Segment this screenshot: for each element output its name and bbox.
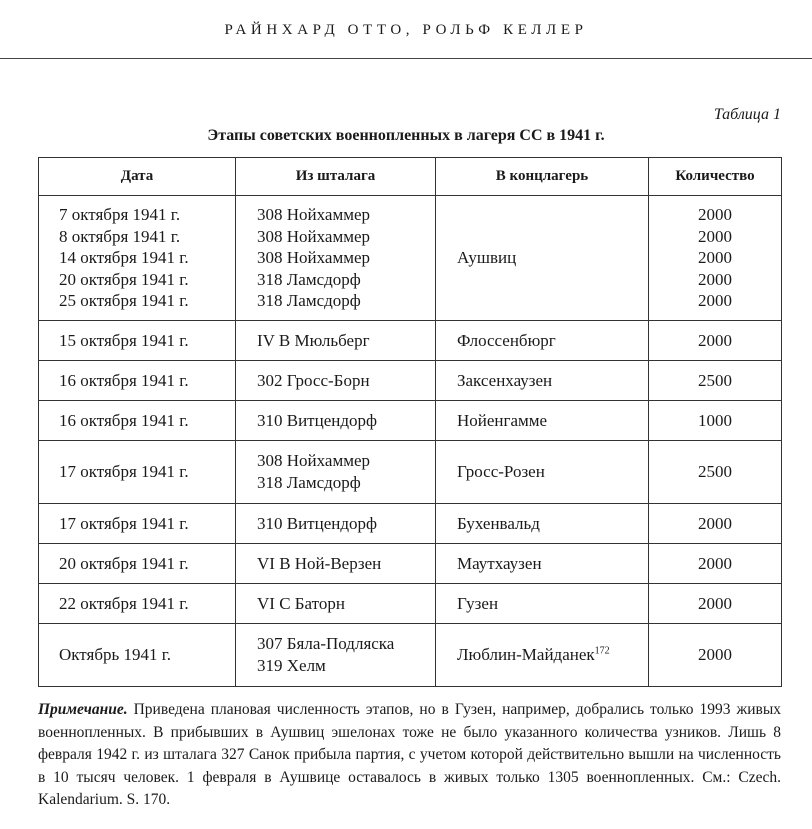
column-header-date: Дата (39, 158, 236, 196)
date-line: 8 октября 1941 г. (59, 226, 181, 246)
quantity-line: 2000 (698, 291, 732, 311)
cell-date: Октябрь 1941 г. (39, 624, 236, 687)
cell-to-camp: Аушвиц (436, 196, 649, 321)
table-header-row (39, 158, 782, 196)
cell-quantity: 2000 (649, 321, 782, 361)
data-table (38, 157, 782, 687)
note-text: Приведена плановая численность этапов, но в Гузен, например, добрались только 1993 живых военнопленных. В прибывших в Аушвиц эшелонах тоже не было указанного количества узников. Лишь 8 февраля 1942 г. из шталага 327 Санок прибыла партия, с учетом которой действительно вышли на численность в 10 тысяч человек. 1 февраля в Аушвице оставалось в живых только 1305 военнопленных. См.: Czech. Kalendarium. S. 170. (38, 701, 781, 808)
quantity-line: 2000 (698, 205, 732, 225)
cell-to-camp: Флоссенбюрг (436, 321, 649, 361)
cell-quantity: 2000 (649, 584, 782, 624)
cell-date: 16 октября 1941 г. (39, 361, 236, 401)
cell-quantity: 1000 (649, 401, 782, 441)
cell-quantity: 2000 (649, 624, 782, 687)
table-row (39, 361, 782, 401)
column-header-quantity: Количество (649, 158, 782, 196)
cell-quantity (649, 196, 782, 321)
date-line: 7 октября 1941 г. (59, 205, 181, 225)
table-title: Этапы советских военнопленных в лагеря СС в 1941 г. (207, 127, 605, 144)
stalag-line: 318 Ламсдорф (257, 269, 361, 289)
date-line: 25 октября 1941 г. (59, 291, 189, 311)
cell-from-stalag: IV В Мюльберг (236, 321, 436, 361)
cell-from-stalag: VI В Ной-Верзен (236, 544, 436, 584)
footnote-ref: 172 (594, 645, 610, 657)
stalag-line: 308 Нойхаммер (257, 205, 371, 225)
table-row (39, 196, 782, 321)
table-row (39, 504, 782, 544)
cell-date: 15 октября 1941 г. (39, 321, 236, 361)
cell-date: 17 октября 1941 г. (39, 441, 236, 504)
note-label: Примечание. (38, 701, 128, 718)
table-row (39, 584, 782, 624)
stalag-line: 308 Нойхаммер (257, 248, 371, 268)
cell-date: 20 октября 1941 г. (39, 544, 236, 584)
cell-to-camp: Нойенгамме (436, 401, 649, 441)
date-line: 20 октября 1941 г. (59, 269, 189, 289)
table-row (39, 624, 782, 687)
cell-to-camp: Гузен (436, 584, 649, 624)
cell-from-stalag (236, 441, 436, 504)
stalag-line: 308 Нойхаммер (257, 451, 371, 471)
header-rule (0, 58, 812, 59)
table-row (39, 321, 782, 361)
cell-quantity: 2000 (649, 544, 782, 584)
cell-quantity: 2500 (649, 361, 782, 401)
cell-to-camp: Маутхаузен (436, 544, 649, 584)
table-label: Таблица 1 (713, 106, 781, 123)
stalag-line: 308 Нойхаммер (257, 226, 371, 246)
cell-to-camp: Гросс-Розен (436, 441, 649, 504)
stalag-line: 319 Хелм (257, 656, 326, 675)
cell-date: 17 октября 1941 г. (39, 504, 236, 544)
cell-from-stalag (236, 624, 436, 687)
stalag-line: 318 Ламсдорф (257, 291, 361, 311)
cell-to-camp: Заксенхаузен (436, 361, 649, 401)
cell-quantity: 2500 (649, 441, 782, 504)
cell-date (39, 196, 236, 321)
cell-date: 16 октября 1941 г. (39, 401, 236, 441)
table-note (38, 699, 781, 812)
quantity-line: 2000 (698, 269, 732, 289)
cell-from-stalag: 310 Витцендорф (236, 504, 436, 544)
stalag-line: 307 Бяла-Подляска (257, 634, 395, 654)
table-row (39, 401, 782, 441)
table-row (39, 544, 782, 584)
cell-from-stalag: 310 Витцендорф (236, 401, 436, 441)
cell-from-stalag (236, 196, 436, 321)
camp-name: Люблин-Майданек (457, 645, 595, 665)
column-header-to-camp: В концлагерь (436, 158, 649, 196)
quantity-line: 2000 (698, 248, 732, 268)
cell-quantity: 2000 (649, 504, 782, 544)
cell-from-stalag: VI С Баторн (236, 584, 436, 624)
table-row (39, 441, 782, 504)
stalag-line: 318 Ламсдорф (257, 473, 361, 492)
cell-date: 22 октября 1941 г. (39, 584, 236, 624)
quantity-line: 2000 (698, 226, 732, 246)
cell-to-camp: Бухенвальд (436, 504, 649, 544)
cell-to-camp (436, 624, 649, 687)
cell-from-stalag: 302 Гросс-Борн (236, 361, 436, 401)
column-header-from-stalag: Из шталага (236, 158, 436, 196)
running-head: РАЙНХАРД ОТТО, РОЛЬФ КЕЛЛЕР (224, 22, 588, 38)
date-line: 14 октября 1941 г. (59, 248, 189, 268)
